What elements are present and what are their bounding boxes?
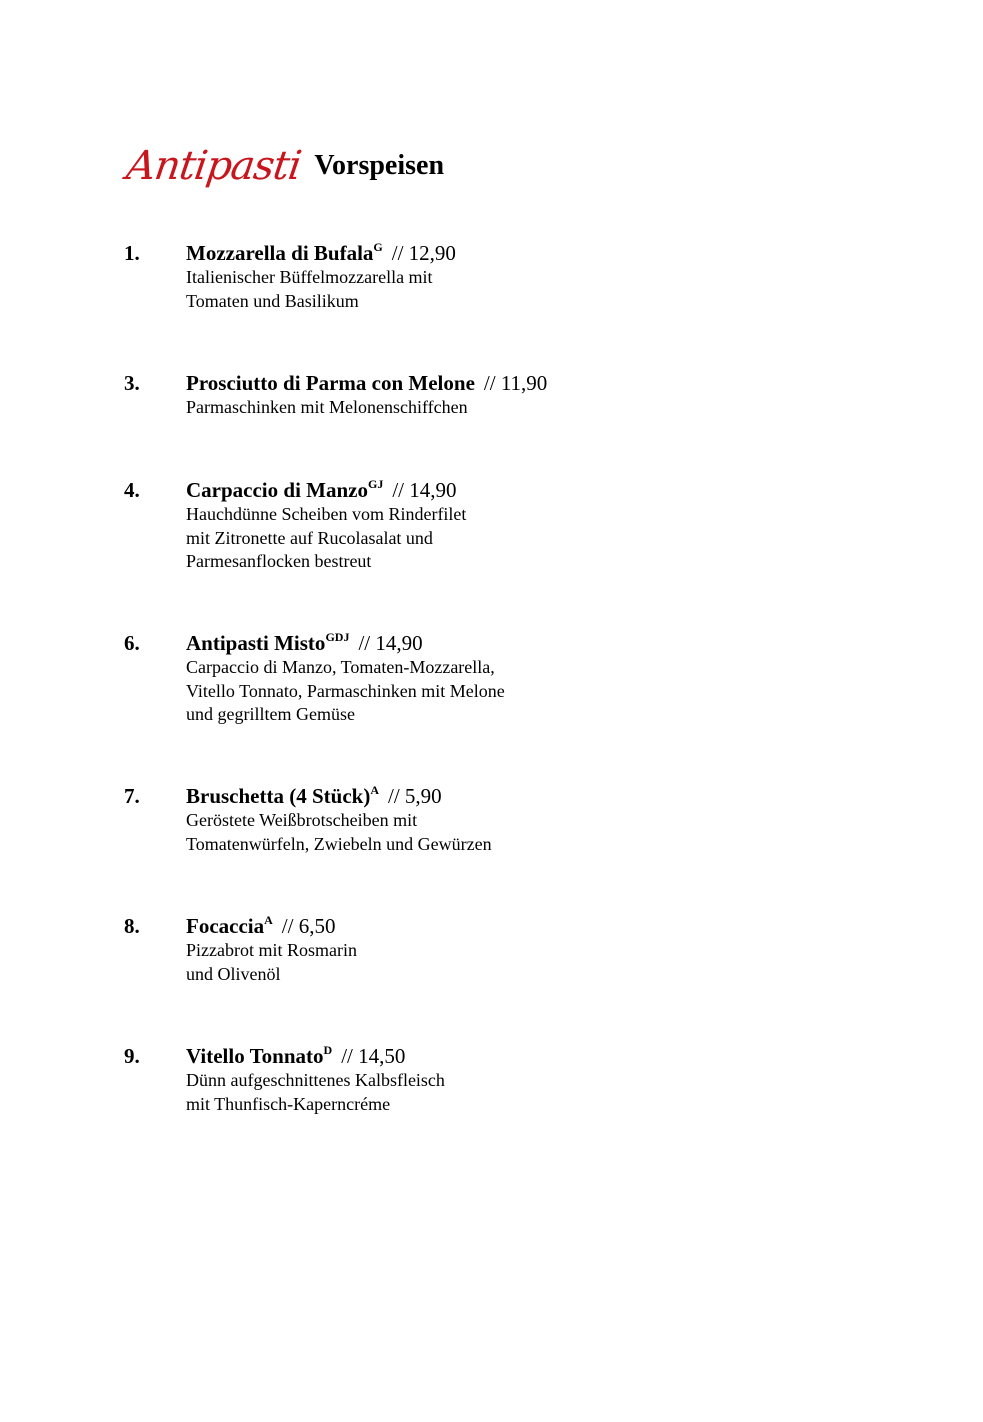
item-allergens: GJ bbox=[367, 477, 384, 491]
item-name: Bruschetta (4 Stück) bbox=[186, 784, 371, 808]
item-description: Hauchdünne Scheiben vom Rinderfilet mit Zitronette auf Rucolasalat und Parmesanflocken bestreut bbox=[186, 504, 467, 571]
menu-item bbox=[124, 783, 824, 856]
item-name: Vitello Tonnato bbox=[186, 1044, 324, 1068]
item-name: Mozzarella di Bufala bbox=[186, 241, 374, 265]
item-description: Parmaschinken mit Melonenschiffchen bbox=[186, 397, 468, 417]
item-price: // 5,90 bbox=[388, 784, 442, 808]
item-description: Italienischer Büffelmozzarella mit Tomaten und Basilikum bbox=[186, 267, 433, 311]
menu-item bbox=[124, 477, 824, 574]
page-header bbox=[123, 136, 445, 196]
item-price: // 14,50 bbox=[341, 1044, 406, 1068]
menu-item bbox=[124, 913, 824, 986]
item-number: 9. bbox=[124, 1044, 140, 1068]
item-allergens: A bbox=[370, 783, 379, 797]
item-description: Geröstete Weißbrotscheiben mit Tomatenwürfeln, Zwiebeln und Gewürzen bbox=[186, 810, 492, 854]
item-price: // 11,90 bbox=[483, 371, 548, 395]
menu-item bbox=[124, 1043, 824, 1116]
item-number: 1. bbox=[124, 241, 140, 265]
item-allergens: GDJ bbox=[325, 630, 350, 644]
item-price: // 14,90 bbox=[358, 631, 423, 655]
page-title: Vorspeisen bbox=[314, 150, 445, 181]
script-title: Antipasti bbox=[123, 143, 304, 189]
item-name: Carpaccio di Manzo bbox=[186, 478, 368, 502]
menu-item bbox=[124, 630, 824, 727]
item-name: Antipasti Misto bbox=[186, 631, 326, 655]
item-number: 7. bbox=[124, 784, 140, 808]
item-number: 6. bbox=[124, 631, 140, 655]
item-name: Prosciutto di Parma con Melone bbox=[186, 371, 475, 395]
item-allergens: A bbox=[264, 913, 273, 927]
item-name: Focaccia bbox=[186, 914, 265, 938]
item-description: Dünn aufgeschnittenes Kalbsfleisch mit Thunfisch-Kaperncréme bbox=[186, 1070, 445, 1114]
item-number: 4. bbox=[124, 478, 140, 502]
item-allergens: D bbox=[323, 1043, 333, 1057]
menu-item bbox=[124, 370, 824, 420]
item-allergens: G bbox=[373, 240, 383, 254]
item-price: // 6,50 bbox=[281, 914, 336, 938]
item-number: 3. bbox=[124, 371, 140, 395]
item-price: // 12,90 bbox=[391, 241, 456, 265]
item-description: Pizzabrot mit Rosmarin und Olivenöl bbox=[186, 940, 357, 984]
item-description: Carpaccio di Manzo, Tomaten-Mozzarella, Vitello Tonnato, Parmaschinken mit Melone und gegrilltem Gemüse bbox=[186, 657, 505, 724]
menu-item bbox=[124, 240, 824, 313]
item-price: // 14,90 bbox=[392, 478, 457, 502]
item-number: 8. bbox=[124, 914, 140, 938]
